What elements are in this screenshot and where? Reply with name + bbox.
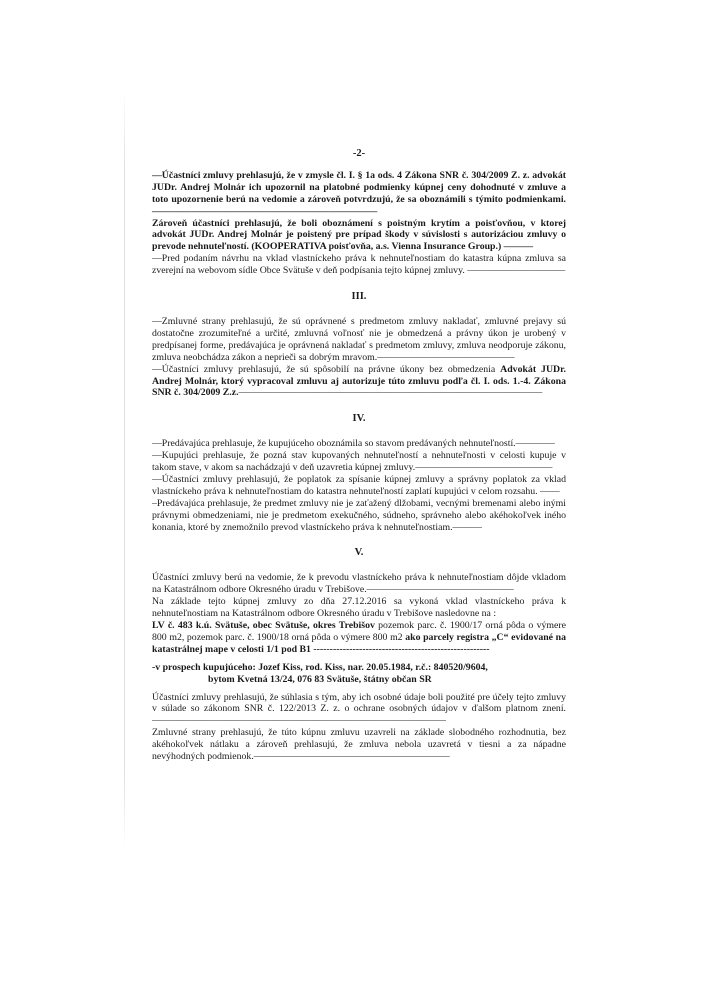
paragraph-registration: Na základe tejto kúpnej zmluvy zo dňa 27.12.2016 sa vykoná vklad vlastníckeho práva k nehnuteľnostiam na Katastrálnom odbore Okresného úradu v Trebišove nasledovne na : xyxy=(152,596,566,620)
buyer-line-2: bytom Kvetná 13/24, 076 83 Svätuše, štátny občan SR xyxy=(208,673,432,685)
section-heading-iv: IV. xyxy=(352,413,366,425)
paragraph-parties-capacity: —Zmluvné strany prehlasujú, že sú oprávnené s predmetom zmluvy nakladať, zmluvné prejavy sú dostatočne zrozumiteľné a určité, zmluvná voľnosť nie je obmedzená a právny úkon je urobený v predpísanej forme, predávajúca je oprávnená nakladať s predmetom zmluvy, zmluva neodporuje zákonu, zmluva neobchádza zákon a neprieči sa dobrým mravom.—————————————— xyxy=(152,315,566,363)
paragraph-publication: —Pred podaním návrhu na vklad vlastníckeho práva k nehnuteľnostiam do katastra kúpna zmluva sa zverejní na webovom sídle Obce Svätuše v deň podpísania tejto kúpnej zmluvy. —————————— xyxy=(152,253,566,277)
land-register-id: LV č. 483 k.ú. Svätuše, obec Svätuše, okres Trebišov xyxy=(152,620,375,631)
paragraph-transfer: Účastníci zmluvy berú na vedomie, že k prevodu vlastníckeho práva k nehnuteľnostiam dôjde vkladom na Katastrálnom odbore Okresného úradu v Trebišove.——————————————— xyxy=(152,572,566,596)
paragraph-legal-capacity xyxy=(152,364,566,400)
paragraph-lawyer-notice: —Účastníci zmluvy prehlasujú, že v zmysle čl. I. § 1a ods. 4 Zákona SNR č. 304/2009 Z. z. advokát JUDr. Andrej Molnár ich upozornil na platobné podmienky kúpnej ceny dohodnuté v zmluve a toto upozornenie berú na vedomie a zároveň potvrdzujú, že sa oboznámili s týmito podmienkami.——————————————————————— xyxy=(152,169,566,217)
legal-capacity-bold: Advokát JUDr. Andrej Molnár, ktorý vypracoval zmluvu aj autorizuje túto zmluvu podľa čl. I. ods. 1.-4. Zákona SNR č. 304/2009 Z.z. xyxy=(152,363,566,399)
document-page xyxy=(152,148,566,763)
paragraph-free-will: Zmluvné strany prehlasujú, že túto kúpnu zmluvu uzavreli na základe slobodného rozhodnutia, bez akéhokoľvek nátlaku a zároveň prehlasujú, že zmluva nebola uzavretá v tiesni a za nápadne nevýhodných podmienok.———————————————————— xyxy=(152,727,566,763)
legal-capacity-dash: ——————————————————————————————— xyxy=(238,387,543,399)
paragraph-land-register xyxy=(152,620,566,656)
paragraph-buyer-knows: —Kupujúci prehlasuje, že pozná stav kupovaných nehnuteľností a nehnuteľnosti v celosti kupuje v takom stave, v akom sa nachádzajú v deň uzavretia kúpnej zmluvy.—————————————— xyxy=(152,450,566,474)
legal-capacity-text: —Účastníci zmluvy prehlasujú, že sú spôsobilí na právne úkony bez obmedzenia xyxy=(152,363,501,375)
buyer-line-1: -v prospech kupujúceho: Jozef Kiss, rod. Kiss, nar. 20.05.1984, r.č.: 840520/9604, xyxy=(152,661,488,673)
scan-edge-line xyxy=(124,90,125,850)
paragraph-personal-data: Účastníci zmluvy prehlasujú, že súhlasia s tým, aby ich osobné údaje boli použité pre účely tejto zmluvy v súlade so zákonom SNR č. 122/2013 Z. z. o ochrane osobných údajov v ďalšom platnom znení.—————————————————————————————— xyxy=(152,691,566,727)
section-heading-iii: III. xyxy=(351,291,367,303)
land-register-c: ako parcely registra „C“ evidované na katastrálnej mape v celosti 1/1 pod B1 ------------------------------------------------------ xyxy=(152,631,567,655)
section-heading-v: V. xyxy=(354,547,364,559)
land-parcels: pozemok parc. č. 1900/17 orná pôda o výmere 800 m2, pozemok parc. č. 1900/18 orná pôda o výmere 800 m2 xyxy=(152,620,566,643)
paragraph-no-encumbrance: –Predávajúca prehlasuje, že predmet zmluvy nie je zaťažený dlžobami, vecnými bremenami alebo inými právnymi obmedzeniami, nie je predmetom exekučného, súdneho, správneho alebo akéhokoľvek iného konania, ktoré by znemožnilo prevod vlastníckeho práva k nehnuteľnostiam.——— xyxy=(152,497,566,533)
paragraph-fees: —Účastníci zmluvy prehlasujú, že poplatok za spísanie kúpnej zmluvy a správny poplatok za vklad vlastníckeho práva k nehnuteľnostiam do katastra nehnuteľností zaplatí kupujúci v celom rozsahu. —— xyxy=(152,473,566,497)
paragraph-seller-informed: —Predávajúca prehlasuje, že kupujúceho oboznámila so stavom predávaných nehnuteľností.———— xyxy=(152,438,555,450)
page-number: -2- xyxy=(352,148,366,159)
paragraph-insurance: Zároveň účastníci prehlasujú, že boli oboznámení s poistným krytím a poisťovňou, v ktorej advokát JUDr. Andrej Molnár je poistený pre prípad škody v súvislosti s autorizáciou zmluvy o prevode nehnuteľností. (KOOPERATIVA poisťovňa, a.s. Vienna Insurance Group.) ——— xyxy=(152,217,566,253)
